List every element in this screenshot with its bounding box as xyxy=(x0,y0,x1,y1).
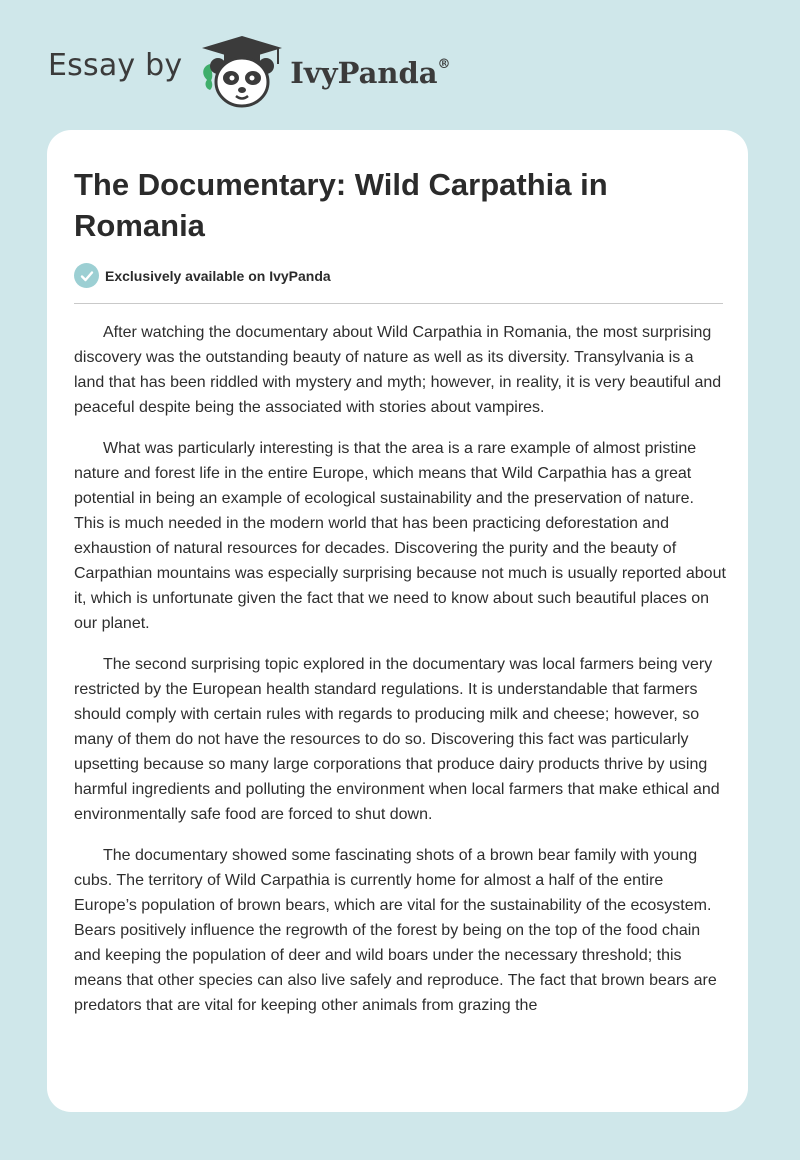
brand-wordmark: IvyPanda xyxy=(290,56,438,90)
exclusive-badge xyxy=(74,263,331,288)
essay-card xyxy=(47,130,748,1112)
check-circle-icon xyxy=(74,263,99,288)
paragraph: What was particularly interesting is that the area is a rare example of almost pristine nature and forest life in the entire Europe, which means that Wild Carpathia has a great potential in being an example of ecological sustainability and the preservation of nature. This is much needed in the modern world that has been practicing deforestation and exhaustion of natural resources for decades. Discovering the purity and the beauty of Carpathian mountains was especially surprising because not much is usually reported about it, which is unfortunate given the fact that we need to know about such beautiful places on our planet. xyxy=(74,440,726,632)
panda-graduate-icon[interactable] xyxy=(196,30,288,110)
paragraph: After watching the documentary about Wild Carpathia in Romania, the most surprising discovery was the outstanding beauty of nature as well as its diversity. Transylvania is a land that has been riddled with mystery and myth; however, in reality, it is very beautiful and peaceful despite being the associated with stories about vampires. xyxy=(74,324,722,416)
essay-by-label: Essay by xyxy=(48,47,183,83)
registered-mark: ® xyxy=(437,57,451,73)
essay-title: The Documentary: Wild Carpathia in Romania xyxy=(74,167,608,243)
site-header xyxy=(48,30,451,110)
exclusive-badge-label: Exclusively available on IvyPanda xyxy=(105,267,331,284)
essay-body xyxy=(74,320,726,1034)
paragraph: The documentary showed some fascinating shots of a brown bear family with young cubs. The territory of Wild Carpathia is currently home for almost a half of the entire Europe’s population of brown bears, which are vital for the sustainability of the ecosystem. Bears positively influence the regrowth of the forest by being on the top of the food chain and keeping the population of deer and wild boars under the necessary threshold; this means that other species can also live safely and reproduce. The fact that brown bears are predators that are vital for keeping other animals from grazing the xyxy=(74,847,717,1014)
paragraph: The second surprising topic explored in the documentary was local farmers being very restricted by the European health standard regulations. It is understandable that farmers should comply with certain rules with regards to producing milk and cheese; however, so many of them do not have the resources to do so. Discovering this fact was particularly upsetting because so many large corporations that produce dairy products thrive by using harmful ingredients and polluting the environment when local farmers that make ethical and environmentally safe food are forced to shut down. xyxy=(74,656,720,823)
brand-name[interactable] xyxy=(290,56,450,90)
title-divider xyxy=(74,303,723,304)
